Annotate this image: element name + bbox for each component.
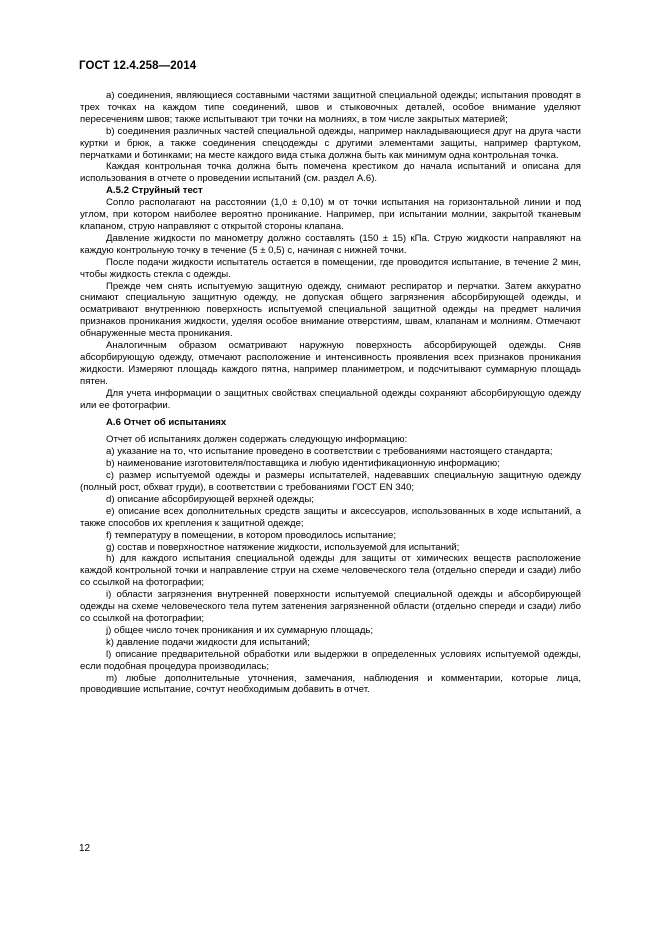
list-item-l: l) описание предварительной обработки или выдержки в определенных условиях испытуемой одежды, если подобная процедура производилась;: [80, 648, 581, 672]
paragraph-outer-surface: Аналогичным образом осматривают наружную поверхность абсорбирующей одежды. Сняв абсорбирующую одежду, отмечают расположение и интенсивность проявления всех признаков проникания жидкости. Измеряют площадь каждого пятна, например планиметром, и подсчитывают суммарную площадь пятен.: [80, 340, 581, 387]
paragraph-report-intro: Отчет об испытаниях должен содержать следующую информацию:: [106, 434, 408, 446]
section-heading-test-report: А.6 Отчет об испытаниях: [106, 417, 227, 429]
list-item-a: a) указание на то, что испытание проведено в соответствии с требованиями настоящего стандарта;: [106, 446, 553, 458]
page-body: [80, 90, 581, 696]
paragraph-a-joints: a) соединения, являющиеся составными частями защитной специальной одежды; испытания проводят в трех точках на каждом типе соединений, швов и стыковочных деталей, особое внимание уделяют пересечениям швов; также испытывают три точки на молниях, в том числе закрытых материей;: [80, 90, 581, 125]
list-item-j: j) общее число точек проникания и их суммарную площадь;: [106, 624, 374, 636]
list-item-c: c) размер испытуемой одежды и размеры испытателей, надевавших специальную защитную одежду (полный рост, обхват груди), в соответствии с требованиями ГОСТ EN 340;: [80, 470, 581, 493]
list-item-b: b) наименование изготовителя/поставщика и любую идентификационную информацию;: [106, 458, 500, 470]
list-item-f: f) температуру в помещении, в котором проводилось испытание;: [106, 529, 397, 541]
list-item-k: k) давление подачи жидкости для испытаний;: [106, 636, 310, 648]
subsection-heading-jet-test: А.5.2 Струйный тест: [106, 185, 203, 197]
list-item-g: g) состав и поверхностное натяжение жидкости, используемой для испытаний;: [106, 541, 460, 553]
list-item-e: e) описание всех дополнительных средств защиты и аксессуаров, использованных в ходе испытаний, а также способов их крепления к защитной одежде;: [80, 505, 581, 529]
paragraph-nozzle: Сопло располагают на расстоянии (1,0 ± 0,10) м от точки испытания на горизонтальной линии и под углом, при котором наиболее вероятно проникание. Например, при испытании молнии, закрытой тканевым клапаном, струю направляют с открытой стороны клапана.: [80, 197, 581, 232]
list-item-d: d) описание абсорбирующей верхней одежды;: [106, 493, 314, 505]
paragraph-remove-clothing: Прежде чем снять испытуемую защитную одежду, снимают респиратор и перчатки. Затем аккуратно снимают специальную защитную одежду, не допуская общего загрязнения абсорбирующей одежды, и осматривают внутреннюю поверхность испытуемой специальной защитной одежды на предмет наличия признаков проникания жидкости, уделяя особое внимание отверстиям, швам, клапанам и молниям. Отмечают обнаруженные места проникания.: [80, 280, 581, 340]
list-item-m: m) любые дополнительные уточнения, замечания, наблюдения и комментарии, которые лица, проводившие испытание, сочтут необходимым добавить в отчет.: [80, 672, 581, 696]
paragraph-pressure: Давление жидкости по манометру должно составлять (150 ± 15) кПа. Струю жидкости направляют на каждую контрольную точку в течение (5 ± 0,5) с, начиная с нижней точки.: [80, 232, 581, 256]
paragraph-b-connections: b) соединения различных частей специальной одежды, например накладывающиеся друг на друга части куртки и брюк, а также соединения спецодежды с другими элементами защиты, например фартуком, перчатками и ботинками; на месте каждого вида стыка должна быть как минимум одна контрольная точка.: [80, 125, 581, 161]
list-item-i: i) области загрязнения внутренней поверхности испытуемой специальной одежды и абсорбирующей одежды на схеме человеческого тела путем затенения загрязненной области (отдельно спереди и сзади) либо со ссылкой на фотографии;: [80, 589, 581, 624]
page-number: 12: [79, 843, 91, 854]
standard-designation: ГОСТ 12.4.258—2014: [79, 60, 197, 72]
paragraph-after-spray: После подачи жидкости испытатель остается в помещении, где проводится испытание, в течение 2 мин, чтобы жидкость стекла с одежды.: [80, 256, 581, 280]
paragraph-keep-photos: Для учета информации о защитных свойствах специальной одежды сохраняют абсорбирующую одежду или ее фотографии.: [80, 387, 581, 411]
list-item-h: h) для каждого испытания специальной одежды для защиты от химических веществ расположение каждой контрольной точки и направление струи на схеме человеческого тела (отдельно спереди и сзади) либо со ссылкой на фотографии;: [80, 553, 581, 589]
paragraph-control-points: Каждая контрольная точка должна быть помечена крестиком до начала испытаний и описана для использования в отчете о проведении испытаний (см. раздел А.6).: [80, 161, 581, 185]
